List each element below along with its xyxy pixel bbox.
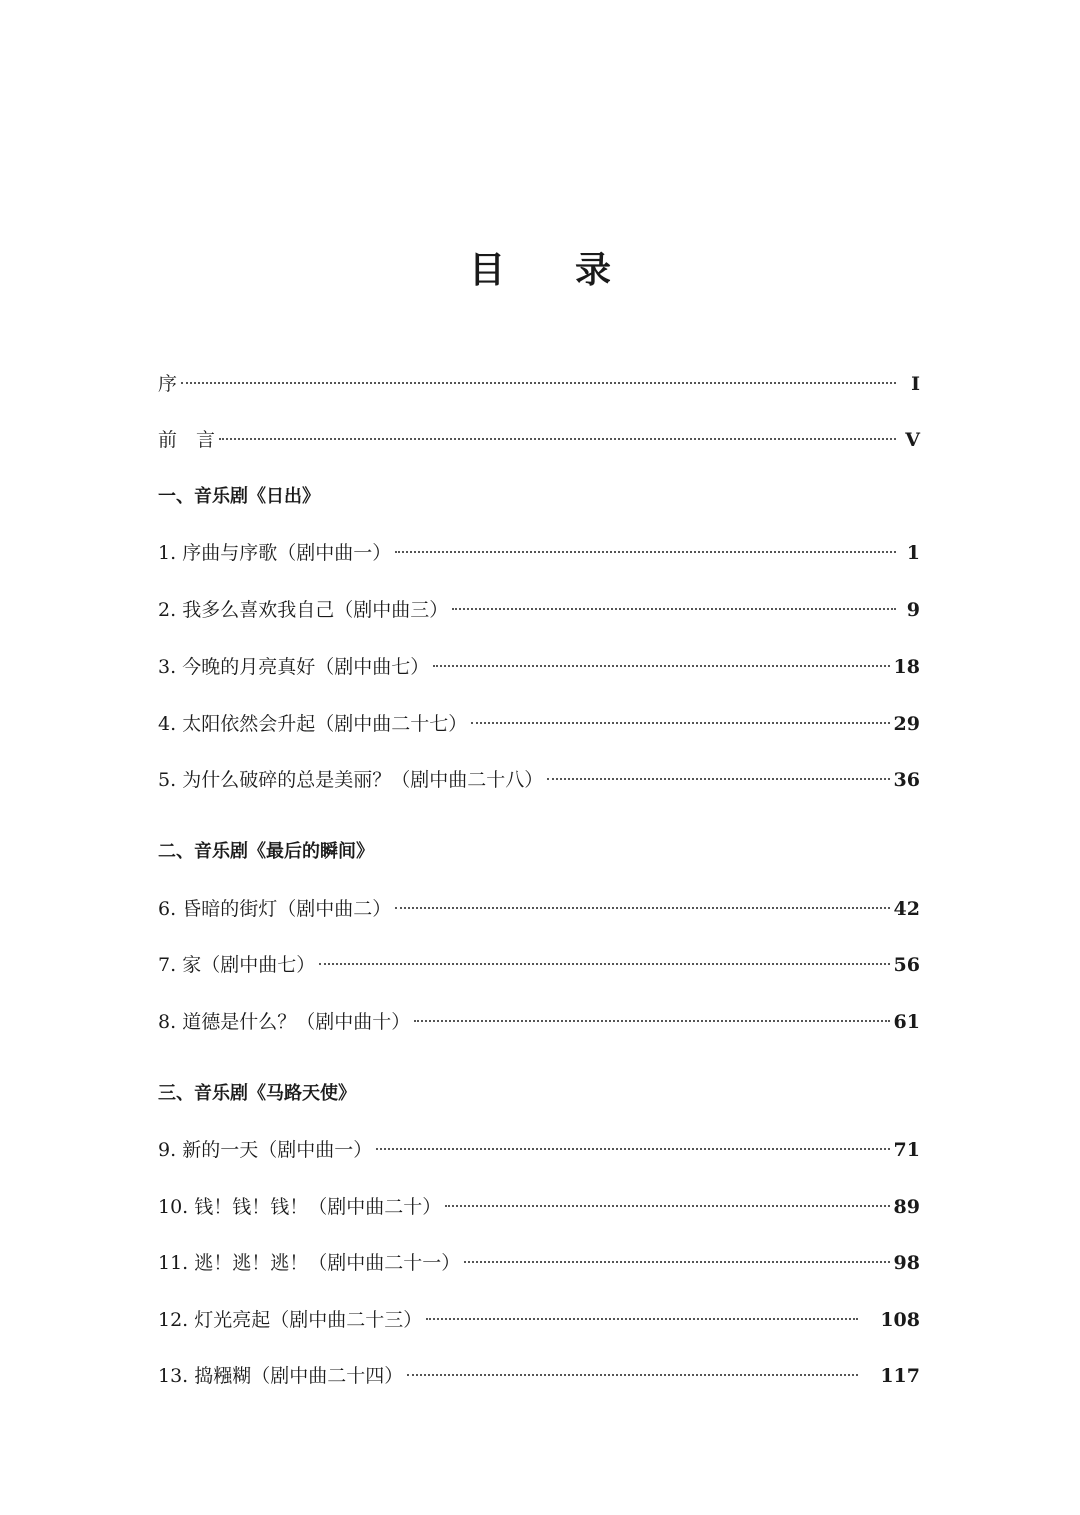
toc-page-number: 9 bbox=[906, 599, 920, 621]
toc-entry[interactable] bbox=[158, 950, 920, 980]
toc-page-number: I bbox=[911, 373, 920, 395]
toc-page-number: 98 bbox=[893, 1252, 920, 1274]
toc-entry[interactable] bbox=[158, 652, 920, 682]
dot-leader bbox=[414, 1020, 889, 1022]
toc-entry-number: 8. bbox=[158, 1011, 177, 1033]
toc-entry-number: 13. bbox=[158, 1365, 189, 1387]
toc-entry-title: 钱！钱！钱！（剧中曲二十） bbox=[194, 1196, 442, 1218]
toc-entry-number: 5. bbox=[158, 769, 177, 791]
toc-page-number: 117 bbox=[880, 1365, 920, 1387]
toc-entry[interactable] bbox=[158, 1192, 920, 1222]
toc-entry-title: 家（剧中曲七） bbox=[182, 954, 316, 976]
dot-leader bbox=[452, 608, 896, 610]
toc-entry-title: 道德是什么？（剧中曲十） bbox=[182, 1011, 411, 1033]
dot-leader bbox=[445, 1205, 889, 1207]
dot-leader bbox=[376, 1148, 889, 1150]
dot-leader bbox=[547, 778, 889, 780]
toc-entry-title: 昏暗的街灯（剧中曲二） bbox=[182, 898, 392, 920]
toc-page-number: 71 bbox=[893, 1139, 920, 1161]
toc-entry-title: 捣糨糊（剧中曲二十四） bbox=[194, 1365, 404, 1387]
page-title bbox=[0, 246, 1080, 296]
toc-entry[interactable] bbox=[158, 1135, 920, 1165]
dot-leader bbox=[433, 665, 889, 667]
dot-leader bbox=[319, 963, 889, 965]
toc-entry-number: 4. bbox=[158, 713, 177, 735]
toc-entry-title: 太阳依然会升起（剧中曲二十七） bbox=[182, 713, 468, 735]
dot-leader bbox=[395, 551, 896, 553]
dot-leader bbox=[464, 1261, 889, 1263]
title-char-2: 录 bbox=[575, 250, 612, 292]
toc-entry-number: 7. bbox=[158, 954, 177, 976]
toc-page-number: 42 bbox=[893, 898, 920, 920]
section-heading: 一、音乐剧《日出》 bbox=[158, 486, 320, 507]
toc-entry-number: 11. bbox=[158, 1252, 189, 1274]
toc-entry-title: 为什么破碎的总是美丽？（剧中曲二十八） bbox=[182, 769, 544, 791]
toc-entry-title: 我多么喜欢我自己（剧中曲三） bbox=[182, 599, 449, 621]
dot-leader bbox=[426, 1318, 858, 1320]
toc-entry-number: 3. bbox=[158, 656, 177, 678]
toc-entry[interactable] bbox=[158, 538, 920, 568]
toc-entry[interactable] bbox=[158, 709, 920, 739]
dot-leader bbox=[471, 722, 889, 724]
toc-page-number: 108 bbox=[880, 1309, 920, 1331]
toc-page-number: 18 bbox=[893, 656, 920, 678]
toc-page-number: 89 bbox=[893, 1196, 920, 1218]
dot-leader bbox=[395, 907, 889, 909]
toc-entry[interactable] bbox=[158, 1007, 920, 1037]
toc-entry-number: 12. bbox=[158, 1309, 189, 1331]
toc-entry-number: 2. bbox=[158, 599, 177, 621]
toc-entry[interactable] bbox=[158, 765, 920, 795]
dot-leader bbox=[181, 382, 896, 384]
toc-entry-number: 6. bbox=[158, 898, 177, 920]
toc-page-number: V bbox=[905, 429, 920, 451]
toc-entry[interactable] bbox=[158, 1361, 920, 1391]
toc-entry-foreword[interactable] bbox=[158, 425, 920, 455]
dot-leader bbox=[407, 1374, 858, 1376]
toc-entry[interactable] bbox=[158, 595, 920, 625]
dot-leader bbox=[219, 438, 896, 440]
toc-page-number: 1 bbox=[906, 542, 920, 564]
toc-page-number: 61 bbox=[893, 1011, 920, 1033]
toc-entry-label: 序 bbox=[158, 373, 178, 395]
toc-entry[interactable] bbox=[158, 894, 920, 924]
toc-entry-title: 今晚的月亮真好（剧中曲七） bbox=[182, 656, 430, 678]
toc-page-number: 29 bbox=[893, 713, 920, 735]
title-char-1: 目 bbox=[468, 250, 505, 292]
toc-entry[interactable] bbox=[158, 1248, 920, 1278]
toc-entry-number: 1. bbox=[158, 542, 177, 564]
section-heading: 二、音乐剧《最后的瞬间》 bbox=[158, 841, 374, 862]
toc-entry-number: 10. bbox=[158, 1196, 189, 1218]
toc-entry-number: 9. bbox=[158, 1139, 177, 1161]
toc-entry-title: 逃！逃！逃！（剧中曲二十一） bbox=[194, 1252, 461, 1274]
toc-entry[interactable] bbox=[158, 1305, 920, 1335]
toc-entry-label: 前 言 bbox=[158, 429, 216, 451]
toc-entry-title: 序曲与序歌（剧中曲一） bbox=[182, 542, 392, 564]
section-heading: 三、音乐剧《马路天使》 bbox=[158, 1083, 356, 1104]
toc-entry-title: 新的一天（剧中曲一） bbox=[182, 1139, 373, 1161]
toc-entry-title: 灯光亮起（剧中曲二十三） bbox=[194, 1309, 423, 1331]
toc-page-number: 36 bbox=[893, 769, 920, 791]
toc-entry-preface[interactable] bbox=[158, 369, 920, 399]
toc-page-number: 56 bbox=[893, 954, 920, 976]
